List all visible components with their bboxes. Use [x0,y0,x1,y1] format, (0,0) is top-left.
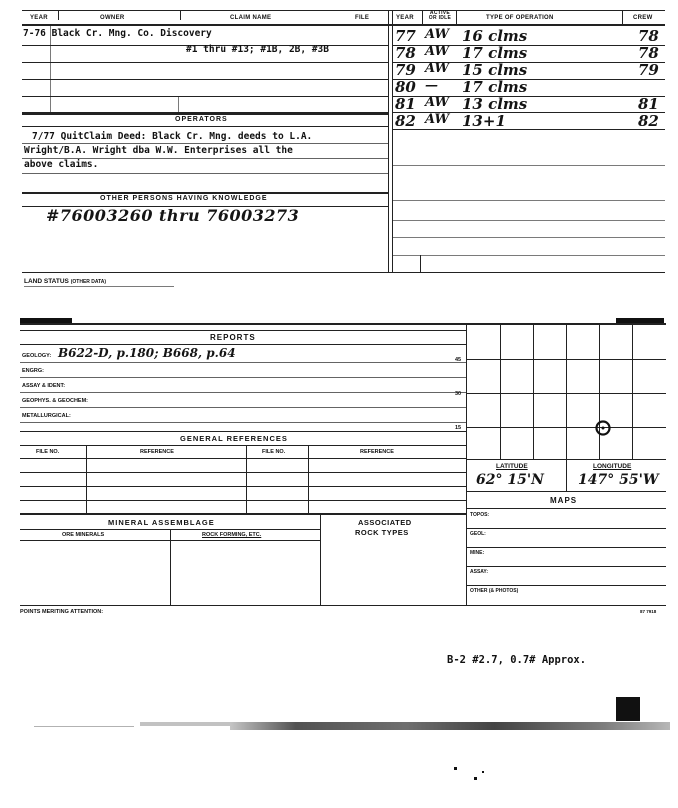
header-crew: CREW [633,15,653,21]
header-owner: OWNER [100,15,125,21]
operation-crew: 78 [638,44,659,62]
operation-status: AW [425,61,450,76]
report-row-label: ENGRG: [22,368,44,374]
scan-black-square [616,697,640,721]
rock-types-header: ROCK TYPES [355,528,409,537]
ore-minerals-header: ORE MINERALS [62,532,105,538]
operation-status: — [425,78,438,93]
operation-year: 81 [395,95,416,113]
map-row-label: ASSAY: [470,569,489,575]
operation-crew: 79 [638,61,659,79]
operation-year: 78 [395,44,416,62]
map-row-label: TOPOS: [470,512,490,518]
header-file: FILE [355,15,370,21]
report-row-label: GEOPHYS. & GEOCHEM: [22,398,89,404]
operators-title: OPERATORS [175,116,228,123]
report-row-label: METALLURGICAL: [22,413,71,419]
scan-edge-streak [230,722,670,730]
owner-entry-line-2: #1 thru #13; #1B, 2B, #3B [186,44,329,55]
associated-header: ASSOCIATED [358,518,412,527]
location-marker-icon [594,419,612,437]
operation-crew: 82 [638,112,659,130]
operators-line-3: above claims. [24,159,99,170]
header-type-of-operation: TYPE OF OPERATION [486,15,554,21]
operation-type: 17 clms [462,44,528,62]
operation-year: 80 [395,78,416,96]
other-persons-text: #76003260 thru 76003273 [46,206,300,225]
longitude-value: 147° 55'W [578,472,659,488]
scale-mark: 30 [455,391,462,397]
operation-year: 77 [395,27,416,45]
other-persons-title: OTHER PERSONS HAVING KNOWLEDGE [100,195,268,202]
points-meriting-attention-label: POINTS MERITING ATTENTION: [20,609,104,615]
operation-year: 79 [395,61,416,79]
general-references-title: GENERAL REFERENCES [180,434,288,443]
maps-title: MAPS [550,496,578,505]
gen-ref-header-file-no-2: FILE NO. [262,449,286,455]
rock-forming-header: ROCK FORMING, ETC. [202,532,262,538]
operators-line-1: 7/77 QuitClaim Deed: Black Cr. Mng. deeds to L.A. [32,131,313,142]
operation-status: AW [425,27,450,42]
operation-status: AW [425,95,450,110]
operators-line-2: Wright/B.A. Wright dba W.W. Enterprises all the [24,145,293,156]
latitude-value: 62° 15'N [476,472,544,488]
gen-ref-header-reference-2: REFERENCE [360,449,394,455]
operation-crew: 81 [638,95,659,113]
owner-entry-line-1: 7-76 Black Cr. Mng. Co. Discovery [23,28,212,39]
latitude-label: LATITUDE [496,463,528,470]
report-row-label: ASSAY & IDENT: [22,383,66,389]
scale-mark: 15 [455,425,462,431]
land-status-label: LAND STATUS (OTHER DATA) [24,278,107,285]
footnote: B-2 #2.7, 0.7# Approx. [447,654,587,666]
map-row-label: MINE: [470,550,485,556]
longitude-label: LONGITUDE [593,463,632,470]
gen-ref-header-reference-1: REFERENCE [140,449,174,455]
form-code: 87 7918 [640,609,657,614]
operation-type: 16 clms [462,27,528,45]
operation-year: 82 [395,112,416,130]
report-row-label: GEOLOGY: [22,353,52,359]
header-active-idle: ACTIVE OR IDLE [428,10,452,21]
operation-type: 17 clms [462,78,528,96]
map-row-label: GEOL: [470,531,486,537]
reports-title: REPORTS [210,333,256,342]
operation-type: 15 clms [462,61,528,79]
operation-type: 13+1 [462,112,506,130]
scale-mark: 45 [455,357,462,363]
operation-status: AW [425,44,450,59]
header-year: YEAR [30,15,48,21]
report-row-value: B622-D, p.180; B668, p.64 [58,346,236,360]
header-claim-name: CLAIM NAME [230,15,272,21]
mineral-assemblage-title: MINERAL ASSEMBLAGE [108,518,215,527]
operation-crew: 78 [638,27,659,45]
map-row-label: OTHER (& PHOTOS) [470,588,519,594]
header-year-2: YEAR [396,15,414,21]
operation-status: AW [425,112,450,127]
operation-type: 13 clms [462,95,528,113]
gen-ref-header-file-no-1: FILE NO. [36,449,60,455]
